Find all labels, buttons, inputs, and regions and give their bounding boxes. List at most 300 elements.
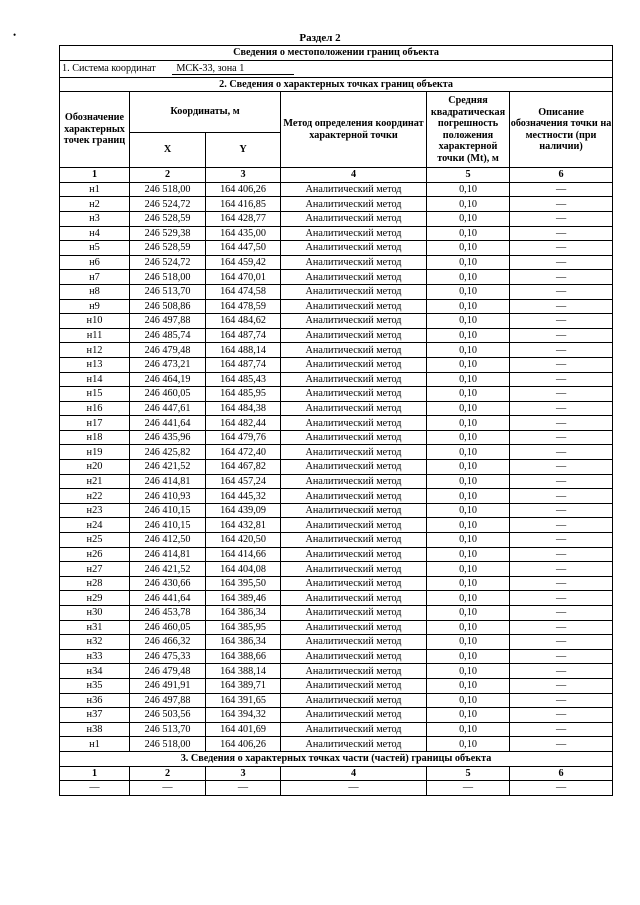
- coord-x: 246 464,19: [130, 372, 206, 387]
- coord-y: 164 488,14: [206, 343, 281, 358]
- coord-y: 164 447,50: [206, 241, 281, 256]
- parts-col-number: 1: [60, 766, 130, 781]
- error-value: 0,10: [427, 284, 510, 299]
- point-id: н25: [60, 533, 130, 548]
- coord-x: 246 497,88: [130, 314, 206, 329]
- table-row: [60, 241, 613, 256]
- coord-x: 246 441,64: [130, 416, 206, 431]
- description-dash: —: [510, 489, 613, 504]
- table-row: [60, 606, 613, 621]
- method: Аналитический метод: [281, 678, 427, 693]
- coord-y: 164 404,08: [206, 562, 281, 577]
- table-row: [60, 343, 613, 358]
- description-dash: —: [510, 270, 613, 285]
- parts-empty-cell: —: [206, 781, 281, 796]
- description-dash: —: [510, 445, 613, 460]
- table-row: [60, 401, 613, 416]
- coord-x: 246 518,00: [130, 182, 206, 197]
- table-row: [60, 387, 613, 402]
- coord-x: 246 528,59: [130, 241, 206, 256]
- coord-x: 246 460,05: [130, 387, 206, 402]
- coord-y: 164 445,32: [206, 489, 281, 504]
- coord-system-cell: [60, 60, 613, 77]
- table-row: [60, 460, 613, 475]
- description-dash: —: [510, 343, 613, 358]
- point-id: н7: [60, 270, 130, 285]
- error-value: 0,10: [427, 255, 510, 270]
- parts-col-number: 5: [427, 766, 510, 781]
- table-row: [60, 372, 613, 387]
- error-value: 0,10: [427, 270, 510, 285]
- coord-x: 246 435,96: [130, 430, 206, 445]
- coord-y: 164 432,81: [206, 518, 281, 533]
- coord-y: 164 457,24: [206, 474, 281, 489]
- parts-empty-cell: —: [427, 781, 510, 796]
- description-dash: —: [510, 197, 613, 212]
- coord-y: 164 478,59: [206, 299, 281, 314]
- caption-location: Сведения о местоположении границ объекта: [60, 46, 613, 61]
- table-row: [60, 708, 613, 723]
- coord-x: 246 453,78: [130, 606, 206, 621]
- error-value: 0,10: [427, 328, 510, 343]
- method: Аналитический метод: [281, 357, 427, 372]
- method: Аналитический метод: [281, 635, 427, 650]
- coord-x: 246 414,81: [130, 547, 206, 562]
- table-row: [60, 503, 613, 518]
- column-numbers-row: [60, 168, 613, 183]
- error-value: 0,10: [427, 489, 510, 504]
- coord-y: 164 435,00: [206, 226, 281, 241]
- error-value: 0,10: [427, 226, 510, 241]
- coord-y: 164 487,74: [206, 357, 281, 372]
- error-value: 0,10: [427, 562, 510, 577]
- method: Аналитический метод: [281, 270, 427, 285]
- coord-y: 164 485,43: [206, 372, 281, 387]
- coord-x: 246 479,48: [130, 343, 206, 358]
- method: Аналитический метод: [281, 197, 427, 212]
- table-row: [60, 737, 613, 752]
- coord-y: 164 406,26: [206, 182, 281, 197]
- boundary-table: [59, 45, 613, 796]
- description-dash: —: [510, 401, 613, 416]
- point-id: н29: [60, 591, 130, 606]
- col-number: 3: [206, 168, 281, 183]
- error-value: 0,10: [427, 474, 510, 489]
- section-title: Раздел 2: [299, 32, 341, 44]
- point-id: н3: [60, 211, 130, 226]
- coord-y: 164 391,65: [206, 693, 281, 708]
- coord-y: 164 389,71: [206, 678, 281, 693]
- point-id: н16: [60, 401, 130, 416]
- coord-y: 164 394,32: [206, 708, 281, 723]
- caption-row-location: [60, 46, 613, 61]
- header-error: Средняя квадратическая погрешность положения характерной точки (Mt), м: [427, 92, 510, 168]
- point-id: н18: [60, 430, 130, 445]
- method: Аналитический метод: [281, 241, 427, 256]
- description-dash: —: [510, 737, 613, 752]
- description-dash: —: [510, 591, 613, 606]
- description-dash: —: [510, 314, 613, 329]
- table-row: [60, 314, 613, 329]
- coord-x: 246 513,70: [130, 284, 206, 299]
- method: Аналитический метод: [281, 576, 427, 591]
- method: Аналитический метод: [281, 460, 427, 475]
- point-id: н20: [60, 460, 130, 475]
- coord-y: 164 470,01: [206, 270, 281, 285]
- error-value: 0,10: [427, 445, 510, 460]
- method: Аналитический метод: [281, 226, 427, 241]
- description-dash: —: [510, 533, 613, 548]
- table-row: [60, 722, 613, 737]
- table-row: [60, 328, 613, 343]
- description-dash: —: [510, 284, 613, 299]
- point-id: н2: [60, 197, 130, 212]
- point-id: н32: [60, 635, 130, 650]
- coord-y: 164 485,95: [206, 387, 281, 402]
- description-dash: —: [510, 576, 613, 591]
- error-value: 0,10: [427, 737, 510, 752]
- coord-x: 246 497,88: [130, 693, 206, 708]
- coord-system-label: 1. Система координат: [62, 62, 156, 74]
- coord-x: 246 524,72: [130, 255, 206, 270]
- table-row: [60, 182, 613, 197]
- point-id: н35: [60, 678, 130, 693]
- method: Аналитический метод: [281, 664, 427, 679]
- coord-x: 246 529,38: [130, 226, 206, 241]
- parts-col-number: 6: [510, 766, 613, 781]
- coord-x: 246 460,05: [130, 620, 206, 635]
- coord-y: 164 388,14: [206, 664, 281, 679]
- method: Аналитический метод: [281, 737, 427, 752]
- coord-y: 164 439,09: [206, 503, 281, 518]
- coord-x: 246 430,66: [130, 576, 206, 591]
- coord-x: 246 508,86: [130, 299, 206, 314]
- table-row: [60, 197, 613, 212]
- coord-x: 246 518,00: [130, 737, 206, 752]
- point-id: н22: [60, 489, 130, 504]
- method: Аналитический метод: [281, 445, 427, 460]
- header-x: X: [130, 133, 206, 168]
- table-row: [60, 620, 613, 635]
- coord-y: 164 406,26: [206, 737, 281, 752]
- error-value: 0,10: [427, 372, 510, 387]
- table-row: [60, 635, 613, 650]
- point-id: н33: [60, 649, 130, 664]
- method: Аналитический метод: [281, 693, 427, 708]
- description-dash: —: [510, 387, 613, 402]
- method: Аналитический метод: [281, 284, 427, 299]
- point-id: н38: [60, 722, 130, 737]
- coord-x: 246 485,74: [130, 328, 206, 343]
- parts-column-numbers-row: [60, 766, 613, 781]
- method: Аналитический метод: [281, 372, 427, 387]
- error-value: 0,10: [427, 576, 510, 591]
- description-dash: —: [510, 518, 613, 533]
- table-row: [60, 518, 613, 533]
- point-id: н1: [60, 737, 130, 752]
- point-id: н15: [60, 387, 130, 402]
- coord-x: 246 425,82: [130, 445, 206, 460]
- table-row: [60, 489, 613, 504]
- method: Аналитический метод: [281, 416, 427, 431]
- coord-y: 164 474,58: [206, 284, 281, 299]
- method: Аналитический метод: [281, 708, 427, 723]
- header-point-label: Обозначение характерных точек границ: [60, 92, 130, 168]
- method: Аналитический метод: [281, 343, 427, 358]
- col-number: 6: [510, 168, 613, 183]
- error-value: 0,10: [427, 649, 510, 664]
- point-id: н26: [60, 547, 130, 562]
- error-value: 0,10: [427, 211, 510, 226]
- point-id: н21: [60, 474, 130, 489]
- coord-y: 164 388,66: [206, 649, 281, 664]
- coord-system-row: [60, 60, 613, 77]
- coord-y: 164 487,74: [206, 328, 281, 343]
- description-dash: —: [510, 547, 613, 562]
- description-dash: —: [510, 416, 613, 431]
- header-description: Описание обозначения точки на местности (при наличии): [510, 92, 613, 168]
- method: Аналитический метод: [281, 547, 427, 562]
- error-value: 0,10: [427, 722, 510, 737]
- error-value: 0,10: [427, 708, 510, 723]
- error-value: 0,10: [427, 533, 510, 548]
- description-dash: —: [510, 241, 613, 256]
- header-coords: Координаты, м: [130, 92, 281, 133]
- table-row: [60, 299, 613, 314]
- coord-x: 246 414,81: [130, 474, 206, 489]
- parts-col-number: 4: [281, 766, 427, 781]
- coord-x: 246 466,32: [130, 635, 206, 650]
- coord-y: 164 385,95: [206, 620, 281, 635]
- coord-y: 164 459,42: [206, 255, 281, 270]
- table-row: [60, 211, 613, 226]
- table-row: [60, 664, 613, 679]
- method: Аналитический метод: [281, 562, 427, 577]
- error-value: 0,10: [427, 460, 510, 475]
- table-row: [60, 547, 613, 562]
- error-value: 0,10: [427, 591, 510, 606]
- description-dash: —: [510, 182, 613, 197]
- header-method: Метод определения координат характерной точки: [281, 92, 427, 168]
- point-id: н28: [60, 576, 130, 591]
- table-row: [60, 357, 613, 372]
- coord-x: 246 412,50: [130, 533, 206, 548]
- coord-x: 246 503,56: [130, 708, 206, 723]
- parts-empty-cell: —: [130, 781, 206, 796]
- point-id: н11: [60, 328, 130, 343]
- description-dash: —: [510, 620, 613, 635]
- table-row: [60, 270, 613, 285]
- method: Аналитический метод: [281, 299, 427, 314]
- caption-parts: 3. Сведения о характерных точках части (частей) границы объекта: [60, 751, 613, 766]
- method: Аналитический метод: [281, 182, 427, 197]
- method: Аналитический метод: [281, 533, 427, 548]
- header-y: Y: [206, 133, 281, 168]
- coord-y: 164 389,46: [206, 591, 281, 606]
- error-value: 0,10: [427, 635, 510, 650]
- coord-y: 164 414,66: [206, 547, 281, 562]
- parts-col-number: 2: [130, 766, 206, 781]
- error-value: 0,10: [427, 314, 510, 329]
- description-dash: —: [510, 299, 613, 314]
- table-row: [60, 533, 613, 548]
- coord-y: 164 401,69: [206, 722, 281, 737]
- description-dash: —: [510, 678, 613, 693]
- coord-x: 246 473,21: [130, 357, 206, 372]
- error-value: 0,10: [427, 416, 510, 431]
- error-value: 0,10: [427, 430, 510, 445]
- method: Аналитический метод: [281, 430, 427, 445]
- method: Аналитический метод: [281, 518, 427, 533]
- error-value: 0,10: [427, 197, 510, 212]
- description-dash: —: [510, 357, 613, 372]
- description-dash: —: [510, 693, 613, 708]
- point-id: н34: [60, 664, 130, 679]
- point-id: н19: [60, 445, 130, 460]
- table-row: [60, 591, 613, 606]
- point-id: н4: [60, 226, 130, 241]
- error-value: 0,10: [427, 241, 510, 256]
- point-id: н8: [60, 284, 130, 299]
- error-value: 0,10: [427, 693, 510, 708]
- error-value: 0,10: [427, 606, 510, 621]
- method: Аналитический метод: [281, 474, 427, 489]
- description-dash: —: [510, 722, 613, 737]
- table-row: [60, 474, 613, 489]
- method: Аналитический метод: [281, 606, 427, 621]
- coord-x: 246 441,64: [130, 591, 206, 606]
- error-value: 0,10: [427, 182, 510, 197]
- coord-x: 246 410,15: [130, 518, 206, 533]
- point-id: н5: [60, 241, 130, 256]
- coord-x: 246 475,33: [130, 649, 206, 664]
- description-dash: —: [510, 649, 613, 664]
- coord-y: 164 386,34: [206, 606, 281, 621]
- coord-x: 246 410,93: [130, 489, 206, 504]
- coord-y: 164 395,50: [206, 576, 281, 591]
- parts-empty-cell: —: [510, 781, 613, 796]
- point-id: н24: [60, 518, 130, 533]
- coord-y: 164 428,77: [206, 211, 281, 226]
- point-id: н10: [60, 314, 130, 329]
- col-number: 2: [130, 168, 206, 183]
- description-dash: —: [510, 664, 613, 679]
- coord-x: 246 524,72: [130, 197, 206, 212]
- parts-col-number: 3: [206, 766, 281, 781]
- description-dash: —: [510, 328, 613, 343]
- coord-x: 246 447,61: [130, 401, 206, 416]
- parts-empty-cell: —: [60, 781, 130, 796]
- table-row: [60, 255, 613, 270]
- coord-y: 164 484,62: [206, 314, 281, 329]
- description-dash: —: [510, 708, 613, 723]
- table-row: [60, 693, 613, 708]
- coord-x: 246 513,70: [130, 722, 206, 737]
- coord-x: 246 491,91: [130, 678, 206, 693]
- description-dash: —: [510, 474, 613, 489]
- error-value: 0,10: [427, 387, 510, 402]
- parts-empty-row: [60, 781, 613, 796]
- table-row: [60, 649, 613, 664]
- error-value: 0,10: [427, 343, 510, 358]
- coord-y: 164 467,82: [206, 460, 281, 475]
- table-row: [60, 576, 613, 591]
- col-number: 1: [60, 168, 130, 183]
- point-id: н27: [60, 562, 130, 577]
- table-row: [60, 678, 613, 693]
- error-value: 0,10: [427, 401, 510, 416]
- method: Аналитический метод: [281, 722, 427, 737]
- method: Аналитический метод: [281, 255, 427, 270]
- error-value: 0,10: [427, 547, 510, 562]
- coord-y: 164 386,34: [206, 635, 281, 650]
- table-row: [60, 430, 613, 445]
- coord-x: 246 528,59: [130, 211, 206, 226]
- coord-x: 246 421,52: [130, 562, 206, 577]
- caption-points: 2. Сведения о характерных точках границ объекта: [60, 77, 613, 92]
- error-value: 0,10: [427, 664, 510, 679]
- description-dash: —: [510, 460, 613, 475]
- method: Аналитический метод: [281, 328, 427, 343]
- table-row: [60, 562, 613, 577]
- col-number: 5: [427, 168, 510, 183]
- table-row: [60, 445, 613, 460]
- scan-speck: •: [13, 30, 17, 40]
- point-id: н12: [60, 343, 130, 358]
- coord-x: 246 410,15: [130, 503, 206, 518]
- description-dash: —: [510, 430, 613, 445]
- error-value: 0,10: [427, 299, 510, 314]
- point-id: н37: [60, 708, 130, 723]
- coord-y: 164 484,38: [206, 401, 281, 416]
- error-value: 0,10: [427, 678, 510, 693]
- description-dash: —: [510, 562, 613, 577]
- method: Аналитический метод: [281, 503, 427, 518]
- coord-y: 164 420,50: [206, 533, 281, 548]
- coord-y: 164 472,40: [206, 445, 281, 460]
- description-dash: —: [510, 635, 613, 650]
- method: Аналитический метод: [281, 649, 427, 664]
- method: Аналитический метод: [281, 489, 427, 504]
- description-dash: —: [510, 372, 613, 387]
- point-id: н36: [60, 693, 130, 708]
- coord-system-value: МСК-33, зона 1: [172, 63, 294, 75]
- point-id: н31: [60, 620, 130, 635]
- point-id: н17: [60, 416, 130, 431]
- description-dash: —: [510, 606, 613, 621]
- error-value: 0,10: [427, 620, 510, 635]
- method: Аналитический метод: [281, 314, 427, 329]
- error-value: 0,10: [427, 503, 510, 518]
- description-dash: —: [510, 226, 613, 241]
- description-dash: —: [510, 211, 613, 226]
- method: Аналитический метод: [281, 387, 427, 402]
- caption-row-points: [60, 77, 613, 92]
- caption-row-parts: [60, 751, 613, 766]
- table-row: [60, 226, 613, 241]
- coord-y: 164 479,76: [206, 430, 281, 445]
- coord-x: 246 421,52: [130, 460, 206, 475]
- method: Аналитический метод: [281, 401, 427, 416]
- method: Аналитический метод: [281, 591, 427, 606]
- description-dash: —: [510, 503, 613, 518]
- point-id: н9: [60, 299, 130, 314]
- coord-x: 246 518,00: [130, 270, 206, 285]
- point-id: н30: [60, 606, 130, 621]
- col-number: 4: [281, 168, 427, 183]
- method: Аналитический метод: [281, 211, 427, 226]
- coord-y: 164 482,44: [206, 416, 281, 431]
